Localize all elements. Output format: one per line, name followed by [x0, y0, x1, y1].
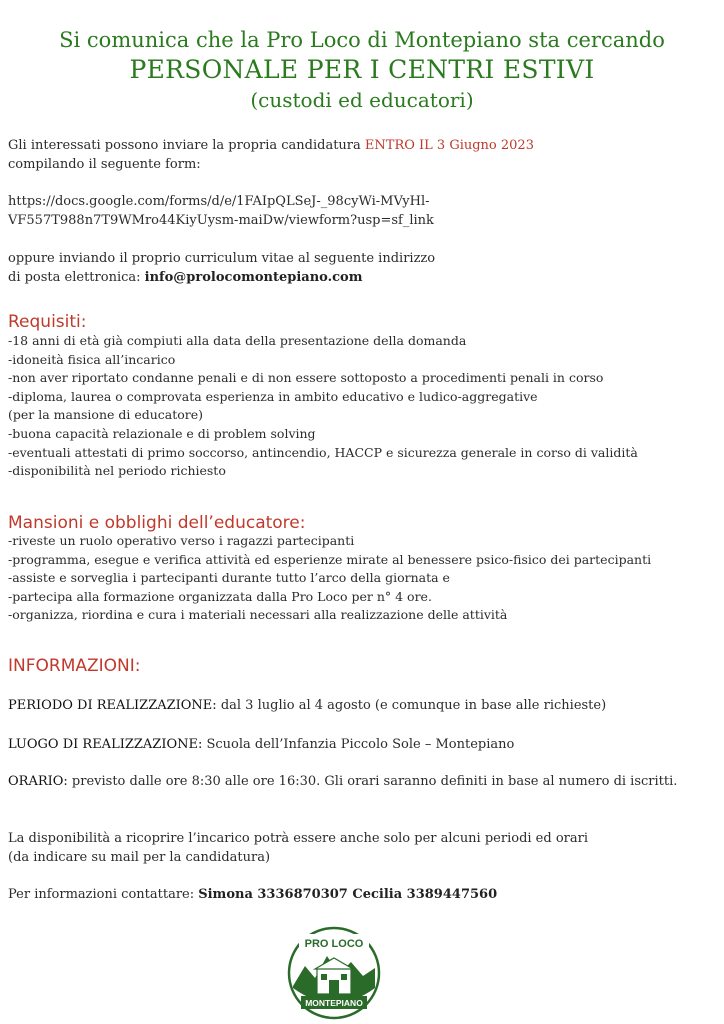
logo-top-text: PRO LOCO — [304, 938, 364, 950]
orario-label: ORARIO: — [8, 774, 68, 789]
deadline: ENTRO IL 3 Giugno 2023 — [364, 138, 534, 153]
intro-line1: Gli interessati possono inviare la propria candidatura ENTRO IL 3 Giugno 2023 — [8, 138, 534, 153]
disponibilita-line1: La disponibilità a ricoprire l’incarico potrà essere anche solo per alcuni periodi ed orari — [8, 831, 588, 846]
form-url-line2[interactable]: VF557T988n7T9WMro44KiyUysm-maiDw/viewform?usp=sf_link — [8, 213, 434, 228]
mansioni-title: Mansioni e obblighi dell’educatore: — [8, 513, 306, 533]
list-item: -buona capacità relazionale e di problem solving — [8, 425, 316, 441]
contact-names: Simona 3336870307 Cecilia 3389447560 — [198, 887, 498, 902]
list-item: -partecipa alla formazione organizzata dalla Pro Loco per n° 4 ore. — [8, 588, 432, 604]
intro-line2: compilando il seguente form: — [8, 157, 201, 172]
list-item: -diploma, laurea o comprovata esperienza in ambito educativo e ludico-aggregative — [8, 388, 538, 404]
list-item: -eventuali attestati di primo soccorso, antincendio, HACCP e sicurezza generale in corso di validità — [8, 444, 638, 460]
mansioni-list — [8, 532, 651, 625]
list-item: -programma, esegue e verifica attività ed esperienze mirate al benessere psico-fisico dei partecipanti — [8, 551, 652, 567]
list-item: -assiste e sorveglia i partecipanti durante tutto l’arco della giornata e — [8, 570, 450, 586]
list-item: -non aver riportato condanne penali e di non essere sottoposto a procedimenti penali in corso — [8, 370, 604, 386]
alt-line1: oppure inviando il proprio curriculum vitae al seguente indirizzo — [8, 251, 436, 266]
list-item: -disponibilità nel periodo richiesto — [8, 463, 226, 479]
list-item: -riveste un ruolo operativo verso i ragazzi partecipanti — [8, 533, 355, 548]
informazioni-title: INFORMAZIONI: — [8, 656, 141, 676]
requisiti-title: Requisiti: — [8, 312, 87, 332]
orario-line: ORARIO: previsto dalle ore 8:30 alle ore 16:30. Gli orari saranno definiti in base al numero di iscritti. — [8, 774, 678, 789]
list-item: -18 anni di età già compiuti alla data della presentazione della domanda — [8, 333, 467, 348]
periodo-line: PERIODO DI REALIZZAZIONE: dal 3 luglio al 4 agosto (e comunque in base alle richieste) — [8, 698, 607, 713]
requisiti-list — [8, 332, 638, 481]
header-line1: Si comunica che la Pro Loco di Montepiano sta cercando — [59, 28, 665, 52]
luogo-label: LUOGO DI REALIZZAZIONE: — [8, 737, 203, 752]
disponibilita-line2: (da indicare su mail per la candidatura) — [8, 850, 271, 865]
pro-loco-logo — [287, 926, 381, 1020]
email-link[interactable]: info@prolocomontepiano.com — [144, 270, 363, 285]
periodo-label: PERIODO DI REALIZZAZIONE: — [8, 698, 217, 713]
header-subtitle: (custodi ed educatori) — [250, 88, 474, 112]
header — [0, 26, 724, 114]
form-url-line1[interactable]: https://docs.google.com/forms/d/e/1FAIpQLSeJ-_98cyWi-MVyHl- — [8, 194, 430, 209]
luogo-line: LUOGO DI REALIZZAZIONE: Scuola dell’Infanzia Piccolo Sole – Montepiano — [8, 737, 515, 752]
list-item: (per la mansione di educatore) — [8, 407, 204, 423]
list-item: -idoneità fisica all’incarico — [8, 351, 176, 367]
logo-bottom-text: MONTEPIANO — [305, 998, 363, 1008]
page-title: PERSONALE PER I CENTRI ESTIVI — [129, 55, 595, 84]
contact-line: Per informazioni contattare: Simona 3336870307 Cecilia 3389447560 — [8, 887, 498, 902]
list-item: -organizza, riordina e cura i materiali necessari alla realizzazione delle attività — [8, 607, 508, 623]
alt-line2: di posta elettronica: info@prolocomontepiano.com — [8, 270, 363, 285]
